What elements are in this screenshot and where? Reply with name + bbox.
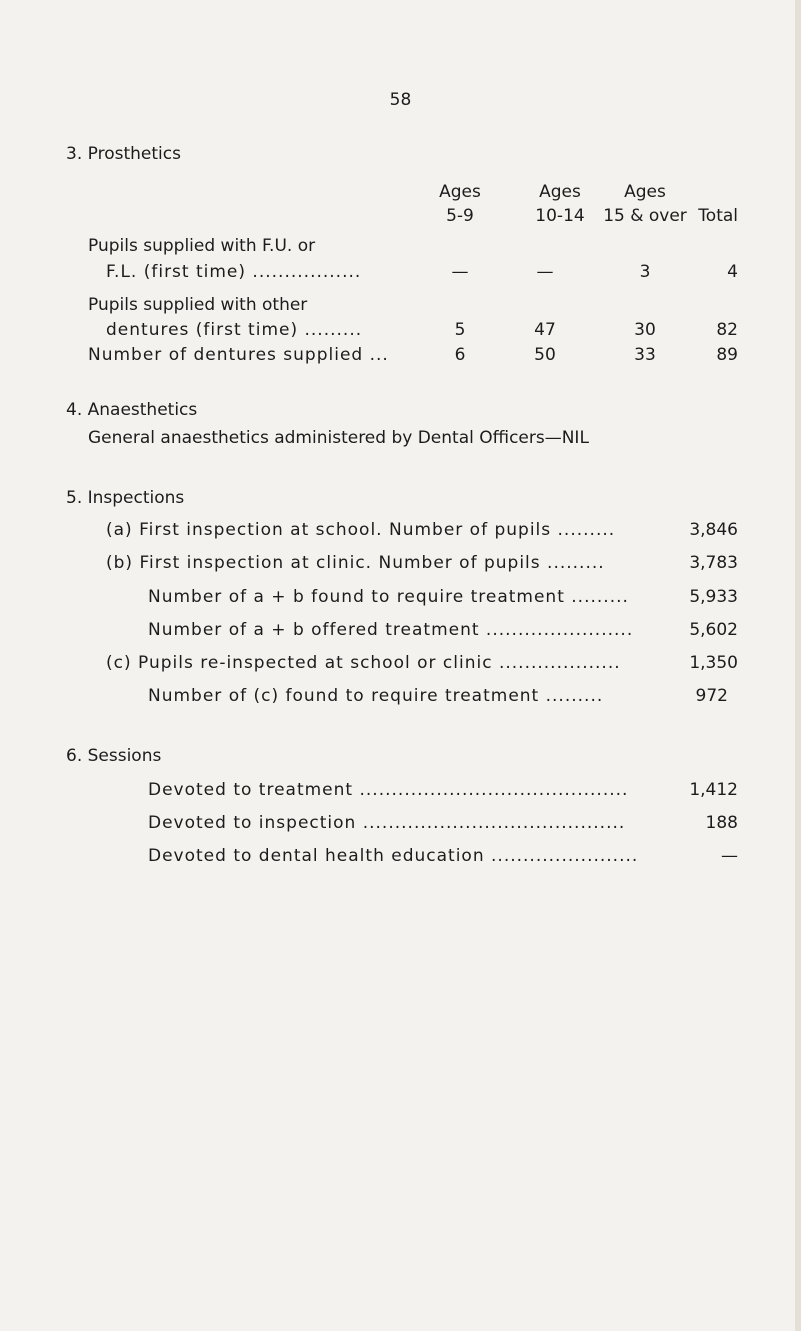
col-header-15-over-line1: Ages bbox=[624, 182, 666, 202]
cell-10-14: 50 bbox=[534, 345, 556, 365]
row-label-line2: Number of dentures supplied ... bbox=[88, 345, 389, 365]
row-label-line2: F.L. (first time) ................. bbox=[106, 262, 362, 282]
section-heading-sessions: 6. Sessions bbox=[66, 746, 162, 766]
inspection-label: (a) First inspection at school. Number of pupils ......... bbox=[106, 520, 616, 540]
cell-total: 89 bbox=[716, 345, 738, 365]
cell-5-9: — bbox=[451, 262, 469, 282]
col-header-total-line2: Total bbox=[698, 206, 738, 226]
session-value: — bbox=[721, 846, 738, 866]
inspection-label: Number of (c) found to require treatment ......... bbox=[148, 686, 604, 706]
col-header-5-9-line2: 5-9 bbox=[446, 206, 474, 226]
inspection-label: Number of a + b offered treatment ....................... bbox=[148, 620, 634, 640]
col-header-15-over-line2: 15 & over bbox=[603, 206, 687, 226]
inspection-label: (c) Pupils re-inspected at school or clinic ................... bbox=[106, 653, 621, 673]
session-label: Devoted to treatment .......................................... bbox=[148, 780, 629, 800]
cell-10-14: 47 bbox=[534, 320, 556, 340]
inspection-value: 1,350 bbox=[689, 653, 738, 673]
cell-5-9: 6 bbox=[454, 345, 466, 365]
session-label: Devoted to inspection ......................................... bbox=[148, 813, 626, 833]
section-heading-anaesthetics: 4. Anaesthetics bbox=[66, 400, 198, 420]
row-label-line1: Pupils supplied with other bbox=[88, 295, 308, 315]
section-heading-inspections: 5. Inspections bbox=[66, 488, 185, 508]
inspection-value: 5,933 bbox=[689, 587, 738, 607]
cell-15-over: 33 bbox=[634, 345, 656, 365]
session-value: 188 bbox=[705, 813, 738, 833]
cell-10-14: — bbox=[536, 262, 554, 282]
page-number: 58 bbox=[389, 90, 412, 110]
inspection-value: 3,783 bbox=[689, 553, 738, 573]
cell-total: 82 bbox=[716, 320, 738, 340]
section-heading-prosthetics: 3. Prosthetics bbox=[66, 144, 181, 164]
page-edge-shadow bbox=[795, 0, 801, 1331]
col-header-10-14-line1: Ages bbox=[539, 182, 581, 202]
cell-15-over: 3 bbox=[639, 262, 651, 282]
inspection-value: 972 bbox=[695, 686, 728, 706]
session-label: Devoted to dental health education ....................... bbox=[148, 846, 639, 866]
cell-total: 4 bbox=[727, 262, 738, 282]
session-value: 1,412 bbox=[689, 780, 738, 800]
cell-5-9: 5 bbox=[454, 320, 466, 340]
row-label-line1: Pupils supplied with F.U. or bbox=[88, 236, 316, 256]
inspection-label: Number of a + b found to require treatment ......... bbox=[148, 587, 629, 607]
col-header-10-14-line2: 10-14 bbox=[535, 206, 585, 226]
row-label-line2: dentures (first time) ......... bbox=[106, 320, 363, 340]
inspection-value: 3,846 bbox=[689, 520, 738, 540]
col-header-5-9-line1: Ages bbox=[439, 182, 481, 202]
anaesthetics-text: General anaesthetics administered by Dental Officers—NIL bbox=[88, 428, 589, 448]
inspection-value: 5,602 bbox=[689, 620, 738, 640]
inspection-label: (b) First inspection at clinic. Number of pupils ......... bbox=[106, 553, 605, 573]
cell-15-over: 30 bbox=[634, 320, 656, 340]
